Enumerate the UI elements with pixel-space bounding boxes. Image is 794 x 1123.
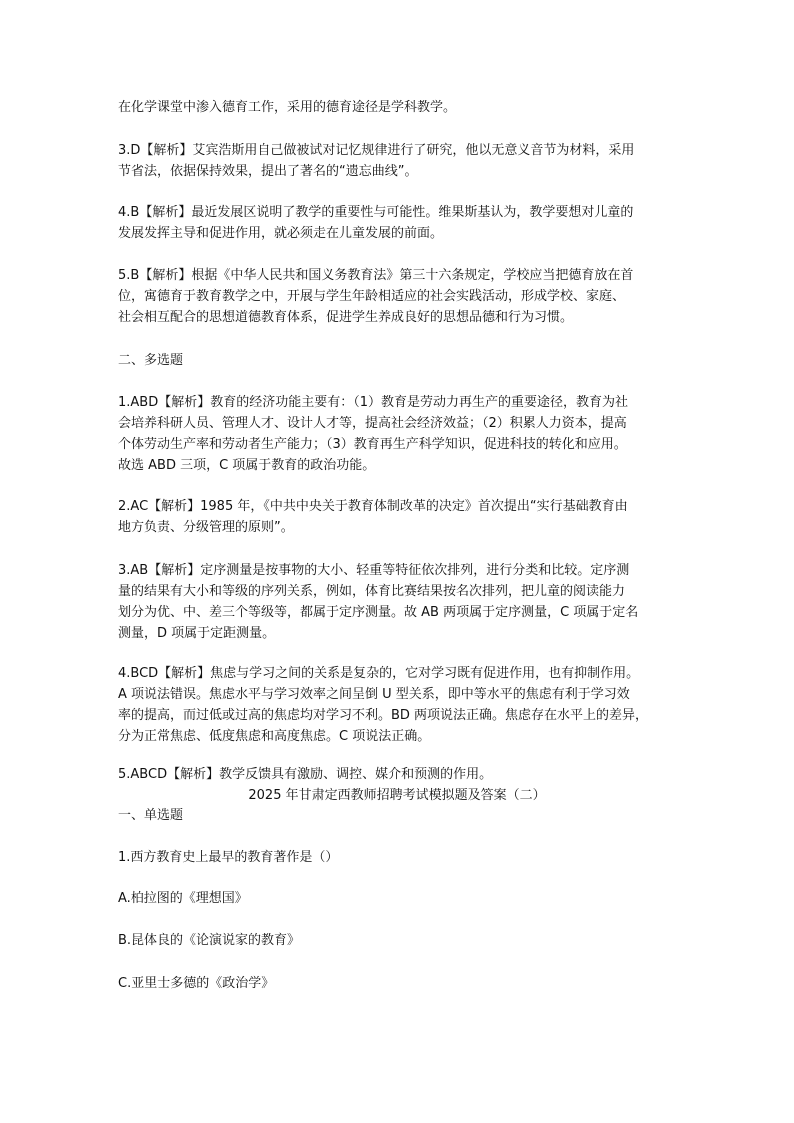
text-line: 位，寓德育于教育教学之中，开展与学生年龄相适应的社会实践活动，形成学校、家庭、 [118, 289, 626, 304]
text-line: 发展发挥主导和促进作用，就必须走在儿童发展的前面。 [118, 226, 444, 241]
answer-multi-3 [118, 560, 698, 644]
answer-5 [118, 265, 698, 328]
text-line: 个体劳动生产率和劳动者生产能力；（3）教育再生产科学知识，促进科技的转化和应用。 [118, 437, 627, 452]
text-line: 社会相互配合的思想道德教育体系，促进学生养成良好的思想品德和行为习惯。 [118, 310, 574, 325]
text-line: 4.BCD【解析】焦虑与学习之间的关系是复杂的，它对学习既有促进作用，也有抑制作用。 [118, 666, 640, 681]
text-line: 测量，D 项属于定距测量。 [118, 626, 276, 641]
answer-text [118, 97, 698, 118]
text-line: 5.ABCD【解析】教学反馈具有激励、调控、媒介和预测的作用。 [118, 767, 493, 782]
text-line: 3.D【解析】艾宾浩斯用自己做被试对记忆规律进行了研究，他以无意义音节为材料，采用 [118, 143, 635, 158]
answer-4 [118, 202, 698, 244]
text-line: C.亚里士多德的《政治学》 [118, 976, 275, 991]
text-line: 率的提高，而过低或过高的焦虑均对学习不利。BD 两项说法正确。焦虑存在水平上的差异， [118, 708, 649, 723]
text-line: 在化学课堂中渗入德育工作，采用的德育途径是学科教学。 [118, 100, 457, 115]
text-line: 一、单选题 [118, 808, 184, 823]
text-line: 量的结果有大小和等级的序列关系，例如，体育比赛结果按名次排列，把儿童的阅读能力 [118, 584, 626, 599]
text-line: 划分为优、中、差三个等级等，都属于定序测量。故 AB 两项属于定序测量，C 项属于定名 [118, 605, 639, 620]
text-line: 会培养科研人员、管理人才、设计人才等，提高社会经济效益；（2）积累人力资本，提高 [118, 416, 627, 431]
text-line: 4.B【解析】最近发展区说明了教学的重要性与可能性。维果斯基认为，教学要想对儿童的 [118, 205, 634, 220]
text-line: 5.B【解析】根据《中华人民共和国义务教育法》第三十六条规定，学校应当把德育放在首 [118, 268, 634, 283]
answer-multi-1 [118, 392, 698, 476]
text-line: 1.西方教育史上最早的教育著作是（） [118, 850, 339, 865]
text-line: 二、多选题 [118, 353, 184, 368]
option-a [118, 888, 698, 909]
answer-multi-4 [118, 663, 698, 747]
answer-3 [118, 140, 698, 182]
text-line: 故选 ABD 三项，C 项属于教育的政治功能。 [118, 458, 376, 473]
text-line: 节省法，依据保持效果，提出了著名的“遗忘曲线”。 [118, 164, 418, 179]
text-line: A 项说法错误。焦虑水平与学习效率之间呈倒 U 型关系，即中等水平的焦虑有利于学习效 [118, 687, 630, 702]
heading-single-choice [118, 805, 698, 826]
option-b [118, 930, 698, 951]
text-line: 1.ABD【解析】教育的经济功能主要有：（1）教育是劳动力再生产的重要途径，教育为社 [118, 395, 628, 410]
text-line: 3.AB【解析】定序测量是按事物的大小、轻重等特征依次排列，进行分类和比较。定序测 [118, 563, 630, 578]
answer-multi-2 [118, 496, 698, 538]
text-line: 地方负责、分级管理的原则”。 [118, 520, 294, 535]
option-c [118, 973, 698, 994]
question-1 [118, 847, 698, 868]
section-title: 2025 年甘肃定西教师招聘考试模拟题及答案（二） [248, 788, 546, 803]
text-line: B.昆体良的《论演说家的教育》 [118, 933, 301, 948]
text-line: 分为正常焦虑、低度焦虑和高度焦虑。C 项说法正确。 [118, 729, 431, 744]
heading-multi-choice [118, 350, 698, 371]
answer-multi-5 [118, 764, 698, 785]
text-line: 2.AC【解析】1985 年，《中共中央关于教育体制改革的决定》首次提出“实行基础教育由 [118, 499, 628, 514]
text-line: A.柏拉图的《理想国》 [118, 891, 248, 906]
